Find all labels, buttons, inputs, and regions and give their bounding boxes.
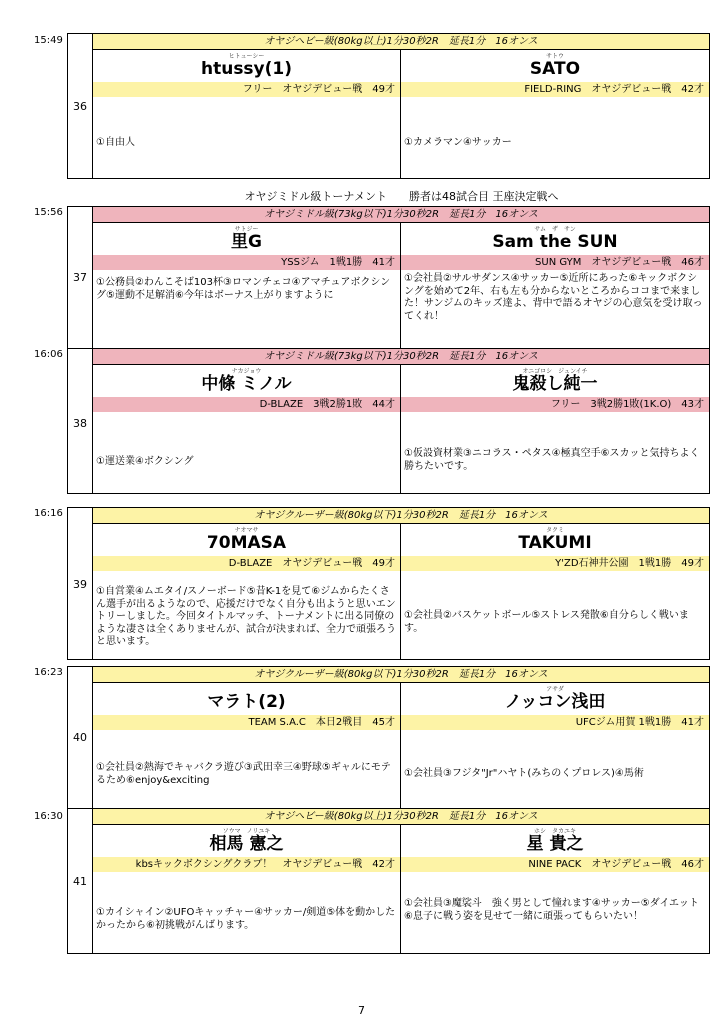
fighter-right xyxy=(401,825,709,953)
fighter-furigana: サム ザ サン xyxy=(534,226,576,233)
fighter-name: 相馬 憲之 xyxy=(209,834,284,854)
bout-number-cell xyxy=(68,809,93,953)
bout-card xyxy=(67,507,710,660)
fighter-name: ノッコン浅田 xyxy=(504,692,606,712)
bout-card xyxy=(67,808,710,954)
fighter-left xyxy=(93,683,401,808)
bout-number-cell xyxy=(68,349,93,493)
bout-time: 16:16 xyxy=(34,508,63,519)
fighter-left xyxy=(93,223,401,348)
fighter-furigana: オニゴロシ ジュンイチ xyxy=(522,368,588,375)
fighter-info: TEAM S.A.C 本日2戦目 45才 xyxy=(93,715,400,730)
fighter-comment: ①運送業④ボクシング xyxy=(96,456,194,467)
fighter-info: NINE PACK オヤジデビュー戦 46才 xyxy=(401,857,709,872)
fighter-info: Y'ZD石神井公園 1戦1勝 49才 xyxy=(401,556,709,571)
bout-number-cell xyxy=(68,34,93,178)
fighter-furigana: ヒトューシー xyxy=(228,53,265,60)
fighter-info: YSSジム 1戦1勝 41才 xyxy=(93,255,400,270)
fighter-left xyxy=(93,825,401,953)
fighter-name: SATO xyxy=(529,59,581,79)
weight-class-header: オヤジミドル級(73kg以下)1分30秒2R 延長1分 16オンス xyxy=(93,207,709,223)
fighter-comment: ①自営業④ムエタイ/スノーボード⑤昔K-1を見て⑥ジムからたくさん選手が出るようなので、応援だけでなく自分も出ようと思いエントリーしました。今回タイトルマッチ、トーナメントに出る同僚のような凄さは全くありませんが、試合が決まれば、全力で頑張ろうと思います。 xyxy=(96,586,396,647)
fighter-comment: ①公務員②わんこそば103杯③ロマンチェコ④アマチュアボクシング⑤運動不足解消⑥今年はボーナス上がりますように xyxy=(96,277,391,301)
bout-number: 38 xyxy=(73,417,87,430)
bout-number: 40 xyxy=(73,731,87,744)
fighter-left xyxy=(93,50,401,178)
fighter-furigana: ソウマ ノリユキ xyxy=(222,828,271,835)
fighter-name: マラト(2) xyxy=(207,692,286,712)
fighter-name: 鬼殺し純一 xyxy=(512,374,598,394)
bout-card xyxy=(67,666,710,809)
bout-number-cell xyxy=(68,207,93,348)
bout-number: 37 xyxy=(73,271,87,284)
bout-number-cell xyxy=(68,508,93,659)
bout-card xyxy=(67,33,710,179)
fighter-comment: ①カメラマン④サッカー xyxy=(404,137,512,148)
fighter-name: 70MASA xyxy=(206,533,287,553)
weight-class-header: オヤジクルーザー級(80kg以下)1分30秒2R 延長1分 16オンス xyxy=(93,508,709,524)
bout-time: 15:56 xyxy=(34,207,63,218)
bout-time: 15:49 xyxy=(34,35,63,46)
fighter-right xyxy=(401,524,709,659)
fighter-left xyxy=(93,524,401,659)
fighter-comment: ①仮設資材業③ニコラス・ペタス④極真空手⑥スカッと気持ちよく勝ちたいです。 xyxy=(404,448,700,472)
bout-time: 16:23 xyxy=(34,667,63,678)
fighter-name: 中條 ミノル xyxy=(201,374,292,394)
fighter-right xyxy=(401,683,709,808)
fighter-info: フリー オヤジデビュー戦 49才 xyxy=(93,82,400,97)
fighter-comment: ①会社員③魔裟斗 強く男として憧れます④サッカー⑤ダイエット⑥息子に戦う姿を見せて一緒に頑張ってもらいたい！ xyxy=(404,898,699,922)
fighter-comment: ①会社員②サルサダンス④サッカー⑤近所にあった⑥キックボクシングを始めて2年、右も左も分からないところからココまで来ました！サンジムのキッズ達よ、背中で語るオヤジの心意気を受け取ってくれ！ xyxy=(404,273,703,322)
fighter-name: TAKUMI xyxy=(518,533,592,553)
fighter-right xyxy=(401,223,709,348)
bout-number: 36 xyxy=(73,100,87,113)
fighter-right xyxy=(401,365,709,493)
fighter-info: D-BLAZE オヤジデビュー戦 49才 xyxy=(93,556,400,571)
bout-number: 41 xyxy=(73,875,87,888)
bout-number: 39 xyxy=(73,578,87,591)
fighter-comment: ①自由人 xyxy=(96,137,135,148)
weight-class-header: オヤジヘビー級(80kg以上)1分30秒2R 延長1分 16オンス xyxy=(93,34,709,50)
fighter-info: FIELD-RING オヤジデビュー戦 42才 xyxy=(401,82,709,97)
fighter-comment: ①会社員③フジタ"Jr"ハヤト(みちのくプロレス)④馬術 xyxy=(404,768,644,779)
fighter-furigana: ナカジョウ xyxy=(231,368,262,375)
fighter-name: 里G xyxy=(231,232,262,252)
fighter-info: SUN GYM オヤジデビュー戦 46才 xyxy=(401,255,709,270)
fighter-info: D-BLAZE 3戦2勝1敗 44才 xyxy=(93,397,400,412)
fighter-left xyxy=(93,365,401,493)
fighter-furigana: タクミ xyxy=(545,527,564,534)
fighter-name: Sam the SUN xyxy=(492,232,618,252)
bout-card xyxy=(67,206,710,349)
fighter-furigana: ホシ タカユキ xyxy=(533,828,576,835)
fighter-name: htussy(1) xyxy=(200,59,293,79)
weight-class-header: オヤジクルーザー級(80kg以下)1分30秒2R 延長1分 16オンス xyxy=(93,667,709,683)
fighter-comment: ①会社員②熱海でキャバクラ遊び③武田幸三④野球⑤ギャルにモテるため⑥enjoy&exciting xyxy=(96,762,391,786)
bout-time: 16:06 xyxy=(34,349,63,360)
fighter-furigana: ナオマサ xyxy=(234,527,259,534)
bout-time: 16:30 xyxy=(34,811,63,822)
fighter-right xyxy=(401,50,709,178)
fighter-furigana: サトジー xyxy=(234,226,259,233)
weight-class-header: オヤジミドル級(73kg以下)1分30秒2R 延長1分 16オンス xyxy=(93,349,709,365)
fighter-comment: ①会社員②バスケットボール⑤ストレス発散⑥自分らしく戦います。 xyxy=(404,610,689,634)
fighter-info: フリー 3戦2勝1敗(1K.O) 43才 xyxy=(401,397,709,412)
fighter-name: 星 貴之 xyxy=(526,834,584,854)
fighter-furigana: サトウ xyxy=(545,53,564,60)
weight-class-header: オヤジヘビー級(80kg以上)1分30秒2R 延長1分 16オンス xyxy=(93,809,709,825)
fighter-info: kbsキックボクシングクラブ！ オヤジデビュー戦 42才 xyxy=(93,857,400,872)
tournament-title: オヤジミドル級トーナメント 勝者は48試合目 王座決定戦へ xyxy=(244,190,559,203)
page-number: 7 xyxy=(358,1004,365,1017)
bout-card xyxy=(67,348,710,494)
fighter-info: UFCジム用賀 1戦1勝 41才 xyxy=(401,715,709,730)
fighter-furigana: アサダ xyxy=(546,686,564,693)
fighter-comment: ①カイシャイン②UFOキャッチャー④サッカー/剣道⑤体を動かしたかったから⑥初挑戦がんばります。 xyxy=(96,907,396,931)
bout-number-cell xyxy=(68,667,93,808)
